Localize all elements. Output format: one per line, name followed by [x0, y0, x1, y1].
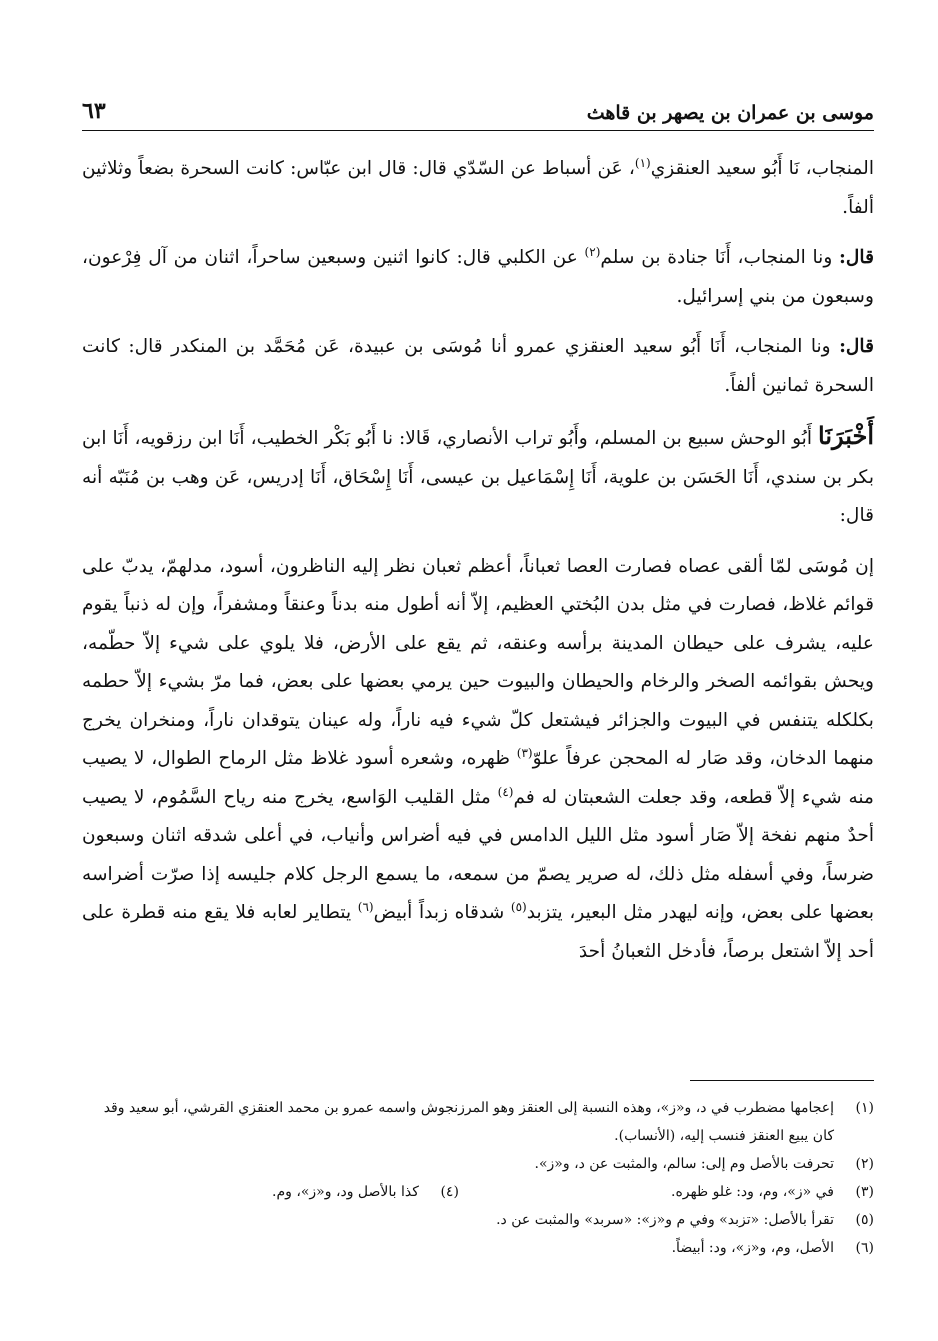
footnote-number: (٢) [855, 1156, 874, 1172]
footnotes [82, 1094, 874, 1262]
paragraph-text: إن مُوسَى لمّا ألقى عصاه فصارت العصا ثعباناً، أعظم ثعبان نظر إليه الناظرون، أسود، مدلهمّ، يدبّ على قوائم غلاظ، فصارت في مثل بدن البُختي العظيم، إلاّ أنه أطول منه بدناً وعنقاً ومشفراً، وإن له ذنباً يقوم عليه، يشرف على حيطان المدينة برأسه وعنقه، ثم يقع على الأرض، فلا يلوي على شيء إلاّ حطّمه، ويحش بقوائمه الصخر والرخام والحيطان والبيوت حين يرمي بعضها على بعض، فما مرّ بشيء إلاّ حطمه بكلكله يتنفس في البيوت والجزائر فيشتعل كلّ شيء فيه ناراً، وله عينان يتوقدان ناراً، ومنخران يخرج منهما الدخان، وقد صَار له المحجن عرفاً علوّ [82, 555, 874, 769]
paragraph-4 [82, 417, 874, 536]
footnote-number: (٦) [855, 1240, 874, 1256]
paragraph-text: أَبُو الوحش سبيع بن المسلم، وأَبُو تراب الأنصاري، قَالا: نا أَبُو بَكْر الخطيب، أَنَا ابن رزقويه، أَنَا ابن بكر بن سندي، أَنَا الحَسَن بن علوية، أَنَا إِسْمَاعيل بن عيسى، أَنَا إِسْحَاق، أَنَا إدريس، عَن وهب بن مُنَبّه أنه قال: [82, 428, 874, 526]
footnote-1 [82, 1094, 874, 1150]
footnote-number: (١) [855, 1100, 874, 1116]
footnote-4 [272, 1178, 459, 1206]
footnote-number: (٤) [440, 1184, 459, 1200]
paragraph-text: ونا المنجاب، أَنَا جنادة بن سلم [600, 247, 840, 268]
paragraph-lead: أَخْبَرَنَا [818, 421, 874, 450]
footnote-2 [82, 1150, 874, 1178]
body-text [82, 150, 874, 983]
footnote-text: تحرفت بالأصل وم إلى: سالم، والمثبت عن د، و«ز». [534, 1156, 834, 1172]
paragraph-text: مثل القليب الوَاسع، يخرج منه رياح السَّمُوم، لا يصيب أحدٌ منهم نفخة إلاّ صَار أسود مثل الليل الدامس في فيه أضراس وأنياب، في أعلى شدقه اثنان وسبعون ضرساً، وفي أسفله مثل ذلك، له صرير يصمّ من سمعه، ما يسمع الرجل كلام جليسه إذا صرّت أضراسه بعضها على بعض، وإنه ليهدر مثل البعير، يتزبد [82, 786, 874, 923]
footnote-number: (٣) [855, 1184, 874, 1200]
footnote-row [82, 1178, 874, 1206]
page-header [82, 84, 874, 131]
paragraph-3 [82, 328, 874, 405]
paragraph-text: ونا المنجاب، أَنَا أَبُو سعيد العنقزي عمرو أنا مُوسَى بن عبيدة، عَن مُحَمَّد بن المنكدر قال: كانت السحرة ثمانين ألفاً. [82, 336, 874, 396]
footnote-text: الأصل، وم، و«ز»، ود: أبيضاً. [671, 1240, 834, 1256]
footnote-ref: (٦) [357, 899, 374, 914]
paragraph-lead: قال: [839, 247, 874, 268]
paragraph-text: شدقاه زبداً أبيض [373, 902, 511, 923]
paragraph-text: ظهره، وشعره أسود غلاظ مثل الرماح الطوال، لا يصيب منه شيء إلاّ قطعه، وقد جعلت الشعبتان له فم [82, 748, 875, 808]
footnote-ref: (٤) [497, 784, 514, 799]
paragraph-text: المنجاب، نَا أَبُو سعيد العنقزي [650, 158, 874, 179]
footnote-5 [82, 1206, 874, 1234]
paragraph-text: عن الكلبي قال: كانوا اثنين وسبعين ساحراً، اثنان من آل فِرْعون، وسبعون من بني إسرائيل. [82, 247, 874, 307]
footnote-ref: (١) [634, 155, 651, 170]
footnote-3 [459, 1178, 874, 1206]
paragraph-lead: قال: [839, 336, 874, 357]
footnote-text: تقرأ بالأصل: «تزبد» وفي م و«ز»: «سربد» والمثبت عن د. [496, 1212, 834, 1228]
paragraph-text: ، عَن أسباط عن السّدّي قال: قال ابن عبّاس: كانت السحرة بضعاً وثلاثين ألفاً. [82, 158, 874, 218]
running-title: موسى بن عمران بن يصهر بن قاهث [586, 102, 874, 124]
footnote-ref: (٣) [516, 745, 533, 760]
footnote-text: في «ز»، وم، ود: غلو ظهره. [671, 1184, 834, 1200]
footnote-ref: (٥) [510, 899, 527, 914]
footnote-ref: (٢) [584, 244, 601, 259]
footnote-text: كذا بالأصل ود، و«ز»، وم. [272, 1184, 419, 1200]
paragraph-1 [82, 150, 874, 227]
paragraph-2 [82, 239, 874, 316]
footnote-6 [82, 1234, 874, 1262]
footnote-text: إعجامها مضطرب في د، و«ز»، وهذه النسبة إلى العنقز وهو المرزنجوش واسمه عمرو بن محمد العنقزي القرشي، أبو سعيد وقد كان يبيع العنقز فنسب إليه، (الأنساب). [103, 1100, 834, 1144]
footnote-divider [690, 1080, 874, 1081]
paragraph-5 [82, 548, 874, 972]
footnote-number: (٥) [855, 1212, 874, 1228]
page-number: ٦٣ [82, 98, 106, 124]
paragraph-text: يتطاير لعابه فلا يقع منه قطرة على أحد إلاّ اشتعل برصاً، فأدخل الثعبانُ أحدَ [82, 902, 874, 962]
